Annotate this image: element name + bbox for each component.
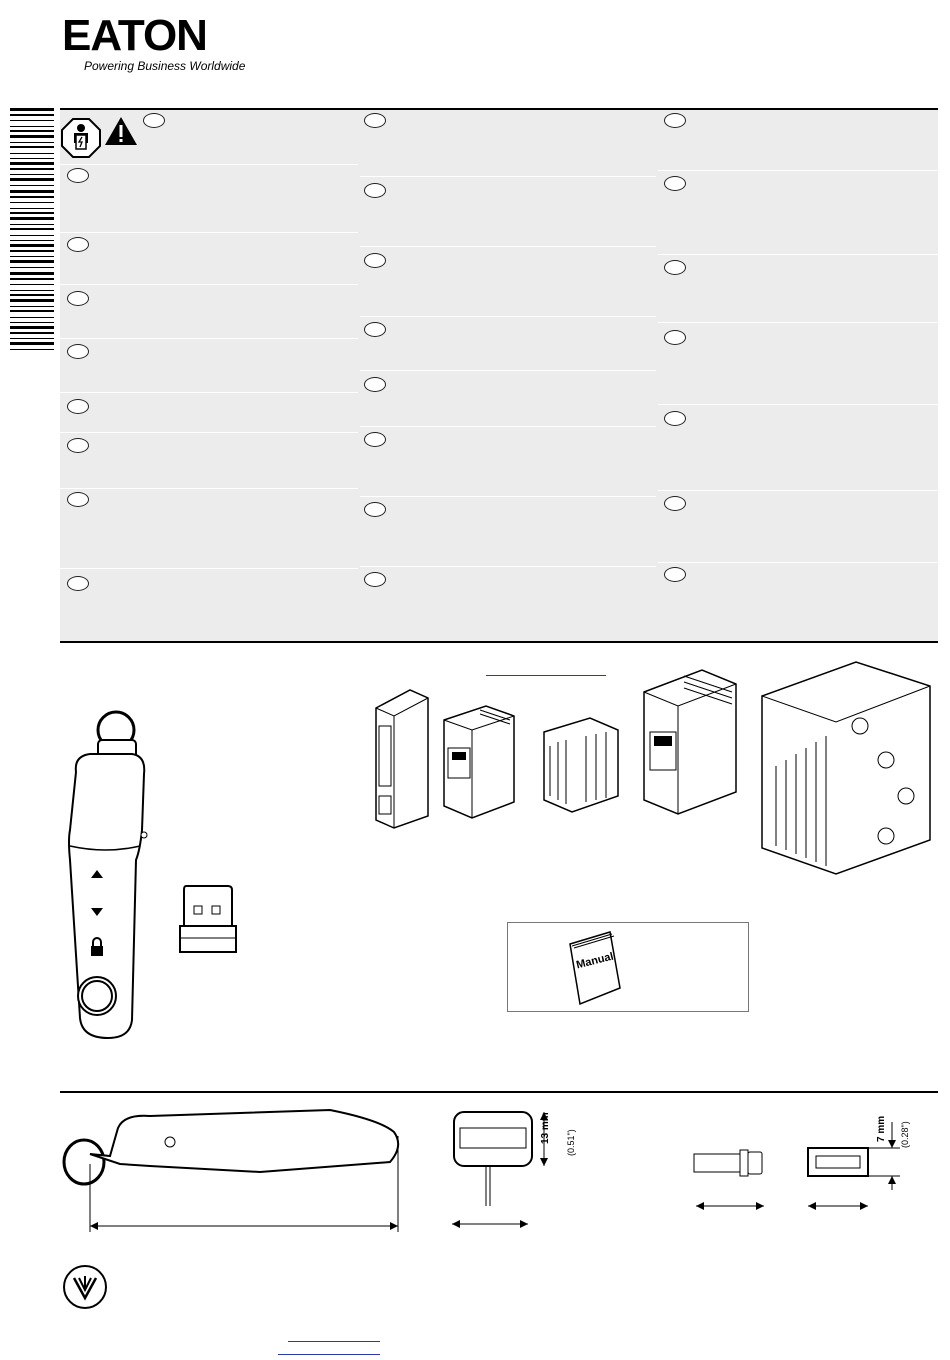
drive-illustration-4 <box>640 662 740 818</box>
drive-illustration-1 <box>370 686 434 830</box>
language-marker <box>364 113 386 128</box>
language-marker <box>67 438 89 453</box>
manual-label: Manual <box>575 950 615 972</box>
language-marker <box>364 322 386 337</box>
footer-link-1[interactable] <box>288 1341 380 1342</box>
drive-illustration-2 <box>440 702 518 820</box>
eaton-logo: EATON <box>62 11 207 60</box>
dongle-top-view <box>800 1108 910 1214</box>
pin-side-view <box>690 1146 770 1214</box>
manual-box <box>507 922 749 1012</box>
footer-link-2[interactable] <box>278 1354 380 1355</box>
language-marker <box>143 113 165 128</box>
language-marker <box>364 253 386 268</box>
language-marker <box>364 183 386 198</box>
language-marker <box>364 572 386 587</box>
dongle-depth-dimension: 7 mm <box>876 1115 887 1142</box>
dongle-front-view <box>440 1108 550 1236</box>
language-marker <box>67 492 89 507</box>
key-fob-illustration <box>60 700 160 1040</box>
language-marker <box>67 576 89 591</box>
barcode-icon <box>10 108 56 354</box>
logo-tagline: Powering Business Worldwide <box>84 59 246 73</box>
electrician-warning-icon <box>60 117 102 159</box>
language-marker <box>664 176 686 191</box>
fob-side-view <box>60 1106 405 1236</box>
language-marker <box>664 411 686 426</box>
ukca-mark-icon <box>62 1264 108 1310</box>
language-marker <box>67 399 89 414</box>
drive-illustration-3 <box>536 712 624 816</box>
language-marker <box>664 330 686 345</box>
caution-triangle-icon <box>104 116 138 146</box>
language-marker <box>67 291 89 306</box>
language-marker <box>67 344 89 359</box>
dimensions-rule <box>60 1091 938 1093</box>
language-marker <box>664 113 686 128</box>
language-marker <box>67 237 89 252</box>
web-link[interactable] <box>486 675 606 676</box>
drive-illustration-5 <box>756 656 936 876</box>
dongle-height-inches: (0.51") <box>566 1129 576 1156</box>
language-marker <box>364 502 386 517</box>
manual-booklet-icon <box>566 928 626 1008</box>
language-marker <box>664 567 686 582</box>
language-marker <box>364 432 386 447</box>
language-marker <box>67 168 89 183</box>
language-marker <box>664 496 686 511</box>
section-rule <box>60 641 938 643</box>
language-marker <box>364 377 386 392</box>
language-marker <box>664 260 686 275</box>
dongle-height-dimension: 13 mm <box>540 1112 551 1144</box>
dongle-depth-inches: (0.28") <box>900 1121 910 1148</box>
usb-dongle-illustration <box>176 882 240 956</box>
